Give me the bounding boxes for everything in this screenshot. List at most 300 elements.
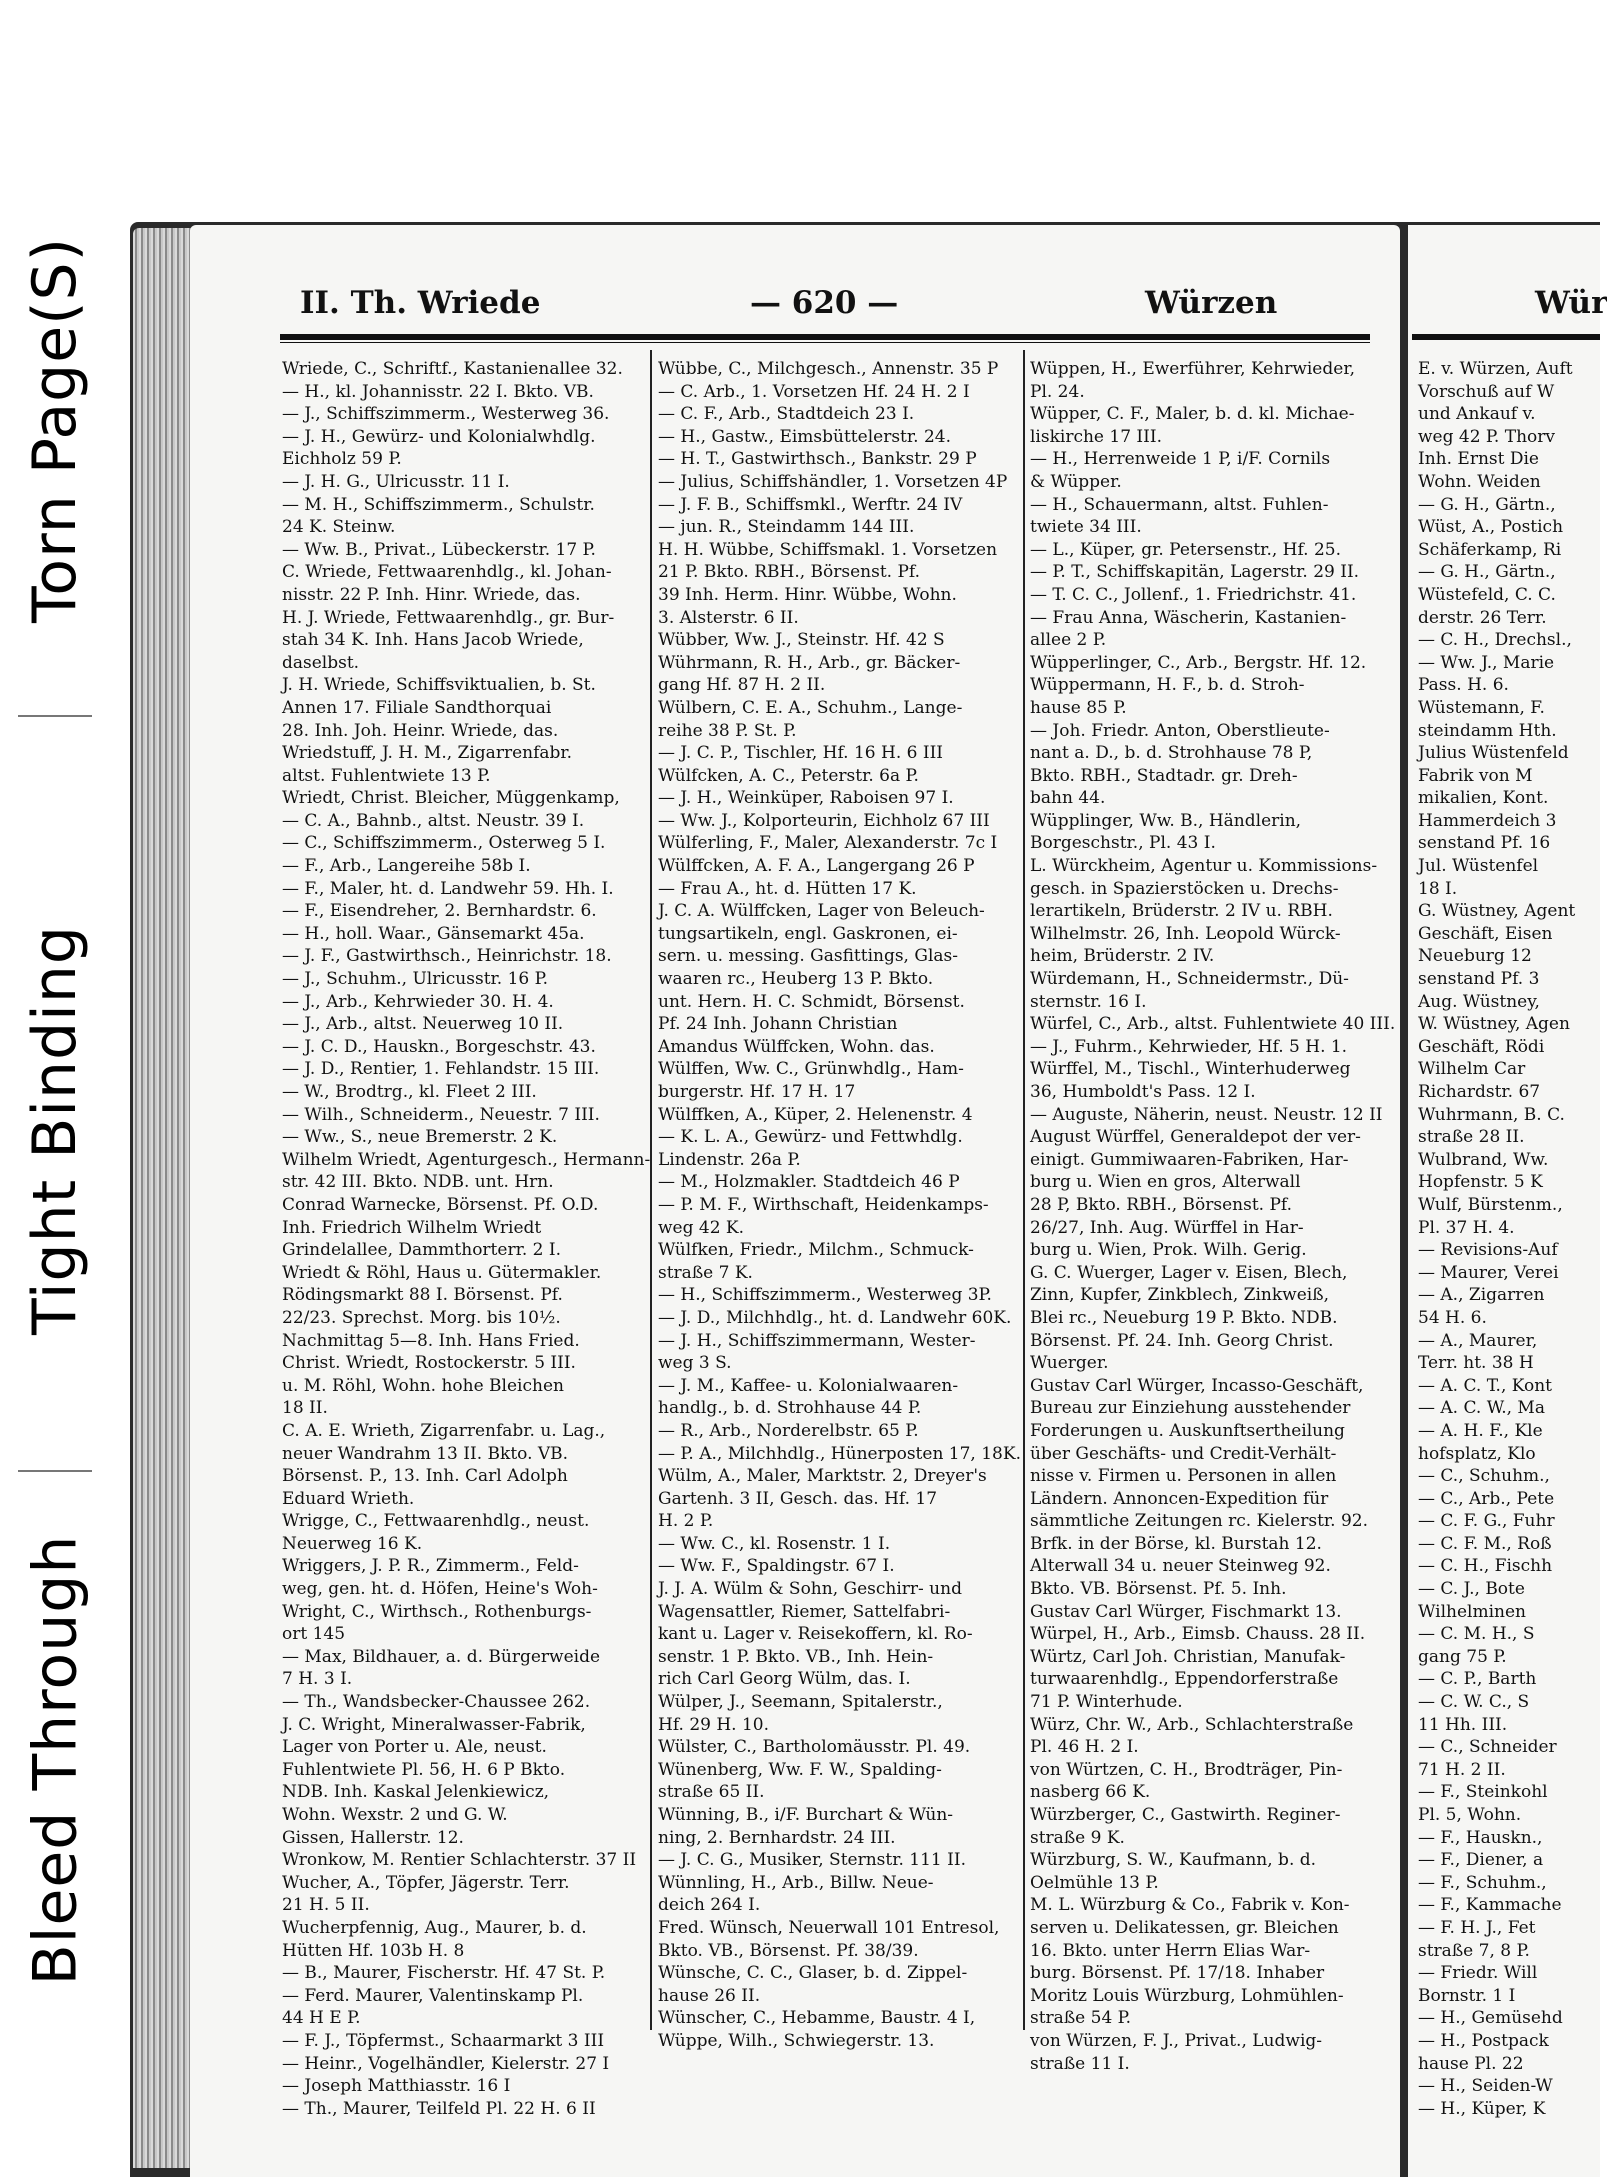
directory-line: Gartenh. 3 II, Gesch. das. Hf. 17 [658, 1488, 938, 1509]
running-head-left: II. Th. Wriede [300, 285, 541, 321]
directory-line: — F., Hauskn., [1418, 1827, 1543, 1848]
directory-line: — C. Arb., 1. Vorsetzen Hf. 24 H. 2 I [658, 381, 970, 402]
directory-line: — C. F. M., Roß [1418, 1533, 1552, 1554]
directory-line: — J. H., Weinküper, Raboisen 97 I. [658, 788, 954, 809]
directory-line: — H., Gastw., Eimsbüttelerstr. 24. [658, 426, 951, 447]
directory-line: — F. H. J., Fet [1418, 1917, 1536, 1938]
directory-line: — Joseph Matthiasstr. 16 I [282, 2076, 511, 2097]
directory-line: — G. H., Gärtn., [1418, 494, 1556, 515]
directory-line: Lager von Porter u. Ale, neust. [282, 1737, 547, 1758]
directory-line: hause 26 II. [658, 1985, 761, 2006]
directory-line: Wülffen, Ww. C., Grünwhdlg., Ham- [658, 1059, 964, 1080]
directory-line: Würdemann, H., Schneidermstr., Dü- [1030, 969, 1349, 990]
side-label-bleed-through [0, 1470, 110, 2050]
directory-line: Wilhelminen [1418, 1601, 1527, 1622]
directory-line: — M. H., Schiffszimmerm., Schulstr. [282, 494, 595, 515]
directory-column-1 [282, 358, 651, 2120]
directory-line: deich 264 I. [658, 1895, 761, 1916]
directory-line: Würffel, M., Tischl., Winterhuderweg [1030, 1059, 1351, 1080]
directory-line: Bkto. VB. Börsenst. Pf. 5. Inh. [1030, 1579, 1287, 1600]
directory-line: Wünenberg, Ww. F. W., Spalding- [658, 1759, 942, 1780]
directory-line: Wülfken, Friedr., Milchm., Schmuck- [658, 1240, 974, 1261]
directory-line: — J. F. B., Schiffsmkl., Werftr. 24 IV [658, 494, 963, 515]
directory-line: — F., Arb., Langereihe 58b I. [282, 856, 531, 877]
directory-line: — T. C. C., Jollenf., 1. Friedrichstr. 41. [1030, 584, 1357, 605]
directory-line: derstr. 26 Terr. [1418, 607, 1547, 628]
directory-line: — C., Schneider [1418, 1737, 1557, 1758]
directory-line: bahn 44. [1030, 788, 1106, 809]
directory-line: Wüppe, Wilh., Schwiegerstr. 13. [658, 2030, 935, 2051]
directory-line: — F., Eisendreher, 2. Bernhardstr. 6. [282, 901, 597, 922]
directory-line: Wulbrand, Ww. [1418, 1149, 1549, 1170]
directory-line: & Wüpper. [1030, 471, 1122, 492]
directory-line: — A. C. T., Kont [1418, 1375, 1553, 1396]
directory-line: Pl. 5, Wohn. [1418, 1805, 1522, 1825]
directory-line: C. A. E. Wrieth, Zigarrenfabr. u. Lag., [282, 1420, 606, 1441]
directory-line: — Ww., S., neue Bremerstr. 2 K. [282, 1127, 558, 1148]
directory-line: 39 Inh. Herm. Hinr. Wübbe, Wohn. [658, 584, 957, 605]
directory-line: — Friedr. Will [1418, 1963, 1538, 1984]
directory-line: — C. P., Barth [1418, 1669, 1537, 1690]
side-label-tight-binding-text: Tight Binding [20, 925, 91, 1335]
directory-line: Grindelallee, Dammthorterr. 2 I. [282, 1240, 561, 1261]
directory-line: — H., Schauermann, altst. Fuhlen- [1030, 494, 1329, 515]
directory-line: von Würzen, F. J., Privat., Ludwig- [1030, 2030, 1323, 2051]
directory-line: Rödingsmarkt 88 I. Börsenst. Pf. [282, 1285, 563, 1306]
directory-line: Pl. 37 H. 4. [1418, 1217, 1515, 1238]
directory-line: Wülfcken, A. C., Peterstr. 6a P. [658, 765, 919, 786]
directory-line: ort 145 [282, 1624, 346, 1645]
directory-line: straße 9 K. [1030, 1827, 1125, 1848]
directory-line: Borgeschstr., Pl. 43 I. [1030, 833, 1216, 854]
directory-line: Wucher, A., Töpfer, Jägerstr. Terr. [282, 1872, 570, 1893]
directory-line: burg u. Wien en gros, Alterwall [1030, 1172, 1301, 1193]
directory-line: — M., Holzmakler. Stadtdeich 46 P [658, 1172, 960, 1193]
directory-line: Wuerger. [1030, 1353, 1109, 1374]
directory-line: Wriedstuff, J. H. M., Zigarrenfabr. [282, 743, 573, 764]
directory-line: 71 H. 2 II. [1418, 1759, 1506, 1780]
directory-line: J. C. Wright, Mineralwasser-Fabrik, [282, 1714, 586, 1735]
directory-line: Vorschuß auf W [1418, 381, 1555, 402]
directory-line: straße 28 II. [1418, 1127, 1525, 1148]
directory-line: — F., Diener, a [1418, 1850, 1544, 1871]
directory-line: Würz, Chr. W., Arb., Schlachterstraße [1030, 1714, 1354, 1735]
directory-line: 71 P. Winterhude. [1030, 1692, 1183, 1713]
directory-line: 28 P, Bkto. RBH., Börsenst. Pf. [1030, 1194, 1293, 1215]
directory-line: — C. H., Drechsl., [1418, 630, 1572, 651]
directory-line: — Max, Bildhauer, a. d. Bürgerweide [282, 1646, 601, 1667]
directory-line: hause Pl. 22 [1418, 2053, 1524, 2074]
directory-column-2 [658, 358, 1021, 2053]
directory-line: straße 65 II. [658, 1782, 765, 1803]
side-divider [18, 715, 92, 717]
directory-line: steindamm Hth. [1418, 720, 1557, 741]
directory-line: daselbst. [282, 652, 360, 673]
directory-line: tungsartikeln, engl. Gaskronen, ei- [658, 923, 958, 944]
directory-line: Bkto. VB., Börsenst. Pf. 38/39. [658, 1940, 919, 1961]
directory-line: 21 P. Bkto. RBH., Börsenst. Pf. [658, 562, 921, 583]
directory-line: über Geschäfts- und Credit-Verhält- [1030, 1443, 1337, 1464]
directory-line: Jul. Wüstenfel [1418, 856, 1539, 877]
directory-line: — J. H. G., Ulricusstr. 11 I. [282, 471, 510, 492]
directory-line: Wagensattler, Riemer, Sattelfabri- [658, 1601, 951, 1622]
directory-line: — H., Postpack [1418, 2030, 1549, 2051]
directory-line: waaren rc., Heuberg 13 P. Bkto. [658, 969, 934, 990]
directory-line: Pass. H. 6. [1418, 675, 1509, 696]
directory-line: Würzberger, C., Gastwirth. Reginer- [1030, 1805, 1341, 1825]
directory-line: Zinn, Kupfer, Zinkblech, Zinkweiß, [1030, 1285, 1329, 1306]
directory-line: — R., Arb., Norderelbstr. 65 P. [658, 1420, 919, 1441]
directory-line: Börsenst. Pf. 24. Inh. Georg Christ. [1030, 1330, 1334, 1351]
directory-line: — jun. R., Steindamm 144 III. [658, 517, 915, 538]
directory-line: — J. H., Gewürz- und Kolonialwhdlg. [282, 426, 596, 447]
directory-line: L. Würckheim, Agentur u. Kommissions- [1030, 856, 1378, 877]
directory-line: — J. C. P., Tischler, Hf. 16 H. 6 III [658, 743, 944, 764]
directory-line: Wünning, B., i/F. Burchart & Wün- [658, 1805, 954, 1825]
directory-line: Wülster, C., Bartholomäusstr. Pl. 49. [658, 1737, 971, 1758]
directory-line: gang 75 P. [1418, 1646, 1507, 1667]
directory-line: — C. M. H., S [1418, 1624, 1535, 1645]
directory-line: C. Wriede, Fettwaarenhdlg., kl. Johan- [282, 562, 612, 583]
directory-line: Wülper, J., Seemann, Spitalerstr., [658, 1692, 943, 1713]
directory-line: 24 K. Steinw. [282, 517, 396, 538]
directory-line: — Heinr., Vogelhändler, Kielerstr. 27 I [282, 2053, 610, 2074]
directory-line: — J. D., Milchhdlg., ht. d. Landwehr 60K. [658, 1307, 1012, 1328]
directory-line: — P. M. F., Wirthschaft, Heidenkamps- [658, 1194, 989, 1215]
directory-line: Wülm, A., Maler, Marktstr. 2, Dreyer's [658, 1466, 987, 1487]
directory-line: Annen 17. Filiale Sandthorquai [282, 697, 552, 718]
directory-line: straße 7 K. [658, 1262, 753, 1283]
directory-line: 26/27, Inh. Aug. Würffel in Har- [1030, 1217, 1304, 1238]
directory-line: straße 7, 8 P. [1418, 1940, 1530, 1961]
directory-line: Amandus Wülffcken, Wohn. das. [658, 1036, 935, 1057]
directory-line: Blei rc., Neueburg 19 P. Bkto. NDB. [1030, 1307, 1338, 1328]
directory-line: Lindenstr. 26a P. [658, 1149, 801, 1170]
directory-line: weg 42 P. Thorv [1418, 426, 1555, 447]
directory-line: Fabrik von M [1418, 765, 1533, 786]
directory-line: — Th., Wandsbecker-Chaussee 262. [282, 1692, 591, 1713]
directory-line: — Th., Maurer, Teilfeld Pl. 22 H. 6 II [282, 2098, 596, 2119]
directory-line: Nachmittag 5—8. Inh. Hans Fried. [282, 1330, 580, 1351]
directory-line: — A., Maurer, [1418, 1330, 1538, 1351]
directory-line: Wüppermann, H. F., b. d. Stroh- [1030, 675, 1305, 696]
directory-line: Geschäft, Rödi [1418, 1036, 1545, 1057]
directory-line: senstr. 1 P. Bkto. VB., Inh. Hein- [658, 1646, 934, 1667]
directory-line: Wülffcken, A. F. A., Langergang 26 P [658, 856, 975, 877]
directory-line: E. v. Würzen, Auft [1418, 359, 1573, 379]
directory-line: W. Wüstney, Agen [1418, 1014, 1570, 1035]
directory-line: hause 85 P. [1030, 697, 1127, 718]
directory-line: — H., holl. Waar., Gänsemarkt 45a. [282, 923, 585, 944]
directory-line: Brfk. in der Börse, kl. Burstah 12. [1030, 1533, 1322, 1554]
directory-line: Christ. Wriedt, Rostockerstr. 5 III. [282, 1353, 576, 1374]
directory-line: M. L. Würzburg & Co., Fabrik v. Kon- [1030, 1895, 1350, 1916]
directory-line: gesch. in Spazierstöcken u. Drechs- [1030, 878, 1339, 899]
directory-line: turwaarenhdlg., Eppendorferstraße [1030, 1669, 1339, 1690]
directory-line: allee 2 P. [1030, 630, 1107, 651]
directory-line: G. Wüstney, Agent [1418, 901, 1576, 922]
directory-line: — C., Schuhm., [1418, 1466, 1550, 1487]
directory-line: — Wilh., Schneiderm., Neuestr. 7 III. [282, 1104, 600, 1125]
directory-line: — J. C. D., Hauskn., Borgeschstr. 43. [282, 1036, 596, 1057]
directory-line: — H., Seiden-W [1418, 2076, 1553, 2097]
directory-line: J. C. A. Wülffcken, Lager von Beleuch- [658, 901, 985, 922]
directory-line: Würzburg, S. W., Kaufmann, b. d. [1030, 1850, 1317, 1871]
directory-line: August Würffel, Generaldepot der ver- [1030, 1127, 1361, 1148]
directory-line: Eduard Wrieth. [282, 1488, 415, 1509]
directory-line: Wülbern, C. E. A., Schuhm., Lange- [658, 697, 963, 718]
directory-line: Neuerweg 16 K. [282, 1533, 423, 1554]
directory-line: — C., Schiffszimmerm., Osterweg 5 I. [282, 833, 606, 854]
directory-line: — C. A., Bahnb., altst. Neustr. 39 I. [282, 810, 585, 831]
directory-line: 44 H E P. [282, 2008, 361, 2029]
directory-line: Wübber, Ww. J., Steinstr. Hf. 42 S [658, 630, 945, 651]
directory-line: neuer Wandrahm 13 II. Bkto. VB. [282, 1443, 569, 1464]
page-edges [133, 228, 191, 2168]
directory-line: J. J. A. Wülm & Sohn, Geschirr- und [658, 1579, 962, 1600]
directory-line: 7 H. 3 I. [282, 1669, 353, 1690]
directory-line: — C., Arb., Pete [1418, 1488, 1555, 1509]
directory-line: — C. W. C., S [1418, 1692, 1530, 1713]
directory-line: liskirche 17 III. [1030, 426, 1162, 447]
directory-line: heim, Brüderstr. 2 IV. [1030, 946, 1215, 967]
side-label-tight-binding [0, 900, 110, 1360]
header-rule-thin [280, 342, 1370, 343]
directory-line: Wriedt & Röhl, Haus u. Gütermakler. [282, 1262, 602, 1283]
directory-line: weg, gen. ht. d. Höfen, Heine's Woh- [282, 1579, 598, 1600]
directory-line: — Ferd. Maurer, Valentinskamp Pl. [282, 1985, 584, 2006]
directory-line: — Frau A., ht. d. Hütten 17 K. [658, 878, 917, 899]
directory-line: Conrad Warnecke, Börsenst. Pf. O.D. [282, 1194, 599, 1215]
directory-line: Inh. Ernst Die [1418, 449, 1539, 470]
directory-line: 22/23. Sprechst. Morg. bis 10½. [282, 1307, 561, 1328]
directory-line: — L., Küper, gr. Petersenstr., Hf. 25. [1030, 539, 1342, 560]
directory-line: Wüpper, C. F., Maler, b. d. kl. Michae- [1030, 404, 1355, 425]
directory-line: Wünnling, H., Arb., Billw. Neue- [658, 1872, 934, 1893]
directory-line: Wüpperlinger, C., Arb., Bergstr. Hf. 12. [1030, 652, 1367, 673]
side-label-bleed-through-text: Bleed Through [20, 1534, 91, 1986]
directory-column-3 [1030, 358, 1396, 2075]
directory-line: 36, Humboldt's Pass. 12 I. [1030, 1082, 1256, 1102]
directory-line: Wülferling, F., Maler, Alexanderstr. 7c I [658, 833, 998, 854]
directory-line: Inh. Friedrich Wilhelm Wriedt [282, 1217, 542, 1238]
directory-line: Bornstr. 1 I [1418, 1985, 1516, 2006]
directory-line: Wohn. Wexstr. 2 und G. W. [282, 1805, 508, 1825]
directory-line: — J., Schiffszimmerm., Westerweg 36. [282, 404, 610, 425]
directory-line: — H., Herrenweide 1 P, i/F. Cornils [1030, 449, 1331, 470]
directory-line: burg u. Wien, Prok. Wilh. Gerig. [1030, 1240, 1307, 1261]
directory-line: — B., Maurer, Fischerstr. Hf. 47 St. P. [282, 1963, 606, 1984]
directory-line: mikalien, Kont. [1418, 788, 1549, 809]
directory-line: — J. H., Schiffszimmermann, Wester- [658, 1330, 976, 1351]
directory-line: Neueburg 12 [1418, 946, 1532, 967]
directory-line: — Frau Anna, Wäscherin, Kastanien- [1030, 607, 1347, 628]
directory-line: Wohn. Weiden [1418, 471, 1541, 492]
directory-line: — C. F., Arb., Stadtdeich 23 I. [658, 404, 915, 425]
directory-line: Moritz Louis Würzburg, Lohmühlen- [1030, 1985, 1344, 2006]
directory-line: Wright, C., Wirthsch., Rothenburgs- [282, 1601, 592, 1622]
directory-line: Fred. Wünsch, Neuerwall 101 Entresol, [658, 1917, 1000, 1938]
directory-line: senstand Pf. 3 [1418, 969, 1540, 990]
directory-line: — Julius, Schiffshändler, 1. Vorsetzen 4P [658, 471, 1008, 492]
directory-line: u. M. Röhl, Wohn. hohe Bleichen [282, 1375, 564, 1396]
directory-line: — F., Maler, ht. d. Landwehr 59. Hh. I. [282, 878, 614, 899]
directory-line: Wüstefeld, C. C. [1418, 584, 1556, 605]
next-page-column [1418, 358, 1603, 2120]
directory-line: Wünscher, C., Hebamme, Baustr. 4 I, [658, 2008, 976, 2029]
directory-line: Wilhelmstr. 26, Inh. Leopold Würck- [1030, 923, 1341, 944]
directory-line: 3. Alsterstr. 6 II. [658, 607, 799, 628]
directory-line: sternstr. 16 I. [1030, 991, 1147, 1012]
running-head-right: Würzen [1145, 285, 1278, 321]
directory-line: Wüppen, H., Ewerführer, Kehrwieder, [1030, 359, 1355, 379]
directory-line: lerartikeln, Brüderstr. 2 IV u. RBH. [1030, 901, 1333, 922]
column-divider [650, 350, 652, 2030]
directory-line: burg. Börsenst. Pf. 17/18. Inhaber [1030, 1963, 1325, 1984]
directory-line: — F., Schuhm., [1418, 1872, 1547, 1893]
directory-line: serven u. Delikatessen, gr. Bleichen [1030, 1917, 1339, 1938]
directory-line: — Ww. J., Marie [1418, 652, 1555, 673]
directory-line: nasberg 66 K. [1030, 1782, 1151, 1803]
directory-line: — J., Schuhm., Ulricusstr. 16 P. [282, 969, 549, 990]
directory-line: Wünsche, C. C., Glaser, b. d. Zippel- [658, 1963, 968, 1984]
directory-line: — J., Arb., Kehrwieder 30. H. 4. [282, 991, 554, 1012]
directory-line: Hütten Hf. 103b H. 8 [282, 1940, 465, 1961]
directory-line: — P. T., Schiffskapitän, Lagerstr. 29 II. [1030, 562, 1360, 583]
directory-line: nant a. D., b. d. Strohhause 78 P, [1030, 743, 1313, 764]
directory-line: Wulf, Bürstenm., [1418, 1194, 1563, 1215]
directory-line: twiete 34 III. [1030, 517, 1142, 538]
directory-line: — F., Kammache [1418, 1895, 1562, 1916]
directory-line: Fuhlentwiete Pl. 56, H. 6 P Bkto. [282, 1759, 566, 1780]
directory-line: burgerstr. Hf. 17 H. 17 [658, 1082, 856, 1102]
directory-line: straße 54 P. [1030, 2008, 1132, 2029]
directory-line: Hf. 29 H. 10. [658, 1714, 770, 1735]
directory-line: Wülffken, A., Küper, 2. Helenenstr. 4 [658, 1104, 973, 1125]
directory-line: Wrigge, C., Fettwaarenhdlg., neust. [282, 1511, 590, 1532]
directory-line: nisse v. Firmen u. Personen in allen [1030, 1466, 1337, 1487]
directory-line: nisstr. 22 P. Inh. Hinr. Wriede, das. [282, 584, 581, 605]
directory-line: sämmtliche Zeitungen rc. Kielerstr. 92. [1030, 1511, 1369, 1532]
directory-line: Pl. 46 H. 2 I. [1030, 1737, 1139, 1758]
directory-line: — H., Gemüsehd [1418, 2008, 1563, 2029]
directory-line: — A. H. F., Kle [1418, 1420, 1543, 1441]
directory-line: — H., kl. Johannisstr. 22 I. Bkto. VB. [282, 381, 594, 402]
side-label-torn-page [0, 150, 110, 710]
directory-line: Wriedt, Christ. Bleicher, Müggenkamp, [282, 788, 620, 809]
directory-line: — H. T., Gastwirthsch., Bankstr. 29 P [658, 449, 977, 470]
directory-line: Forderungen u. Auskunftsertheilung [1030, 1420, 1345, 1441]
directory-line: handlg., b. d. Strohhause 44 P. [658, 1398, 922, 1419]
directory-line: Alterwall 34 u. neuer Steinweg 92. [1030, 1556, 1331, 1577]
directory-line: — Ww. B., Privat., Lübeckerstr. 17 P. [282, 539, 596, 560]
directory-line: Wriede, C., Schriftf., Kastanienallee 32. [282, 359, 623, 379]
directory-line: weg 3 S. [658, 1353, 732, 1374]
directory-line: 11 Hh. III. [1418, 1714, 1508, 1735]
directory-line: — C. H., Fischh [1418, 1556, 1553, 1577]
directory-line: stah 34 K. Inh. Hans Jacob Wriede, [282, 630, 584, 651]
directory-line: Wronkow, M. Rentier Schlachterstr. 37 II [282, 1850, 637, 1871]
directory-line: altst. Fuhlentwiete 13 P. [282, 765, 491, 786]
directory-line: Gissen, Hallerstr. 12. [282, 1827, 464, 1848]
directory-line: — J. D., Rentier, 1. Fehlandstr. 15 III. [282, 1059, 600, 1080]
directory-line: von Würtzen, C. H., Brodträger, Pin- [1030, 1759, 1343, 1780]
directory-line: — A. C. W., Ma [1418, 1398, 1545, 1419]
directory-line: Wucherpfennig, Aug., Maurer, b. d. [282, 1917, 587, 1938]
directory-line: Wührmann, R. H., Arb., gr. Bäcker- [658, 652, 961, 673]
directory-line: H. J. Wriede, Fettwaarenhdlg., gr. Bur- [282, 607, 615, 628]
directory-line: straße 11 I. [1030, 2053, 1130, 2074]
directory-line: H. H. Wübbe, Schiffsmakl. 1. Vorsetzen [658, 539, 998, 560]
directory-line: Aug. Wüstney, [1418, 991, 1540, 1012]
directory-line: — J., Arb., altst. Neuerweg 10 II. [282, 1014, 564, 1035]
side-label-torn-page-text: Torn Page(S) [20, 236, 91, 624]
directory-line: gang Hf. 87 H. 2 II. [658, 675, 826, 696]
directory-line: Pf. 24 Inh. Johann Christian [658, 1014, 898, 1035]
directory-line: — C. J., Bote [1418, 1579, 1525, 1600]
directory-line: str. 42 III. Bkto. NDB. unt. Hrn. [282, 1172, 554, 1193]
directory-line: Wilhelm Car [1418, 1059, 1526, 1080]
directory-line: Wübbe, C., Milchgesch., Annenstr. 35 P [658, 359, 999, 379]
directory-line: unt. Hern. H. C. Schmidt, Börsenst. [658, 991, 965, 1012]
directory-line: — J. C. G., Musiker, Sternstr. 111 II. [658, 1850, 966, 1871]
directory-line: J. H. Wriede, Schiffsviktualien, b. St. [282, 675, 596, 696]
directory-line: — K. L. A., Gewürz- und Fettwhdlg. [658, 1127, 963, 1148]
directory-line: Gustav Carl Würger, Incasso-Geschäft, [1030, 1375, 1364, 1396]
next-page-header: Wür [1535, 285, 1607, 321]
directory-line: 16. Bkto. unter Herrn Elias War- [1030, 1940, 1311, 1961]
directory-line: Richardstr. 67 [1418, 1082, 1541, 1102]
directory-line: — J., Fuhrm., Kehrwieder, Hf. 5 H. 1. [1030, 1036, 1348, 1057]
directory-line: — Auguste, Näherin, neust. Neustr. 12 II [1030, 1104, 1383, 1125]
directory-line: — F., Steinkohl [1418, 1782, 1548, 1803]
directory-line: und Ankauf v. [1418, 404, 1536, 425]
directory-line: — W., Brodtrg., kl. Fleet 2 III. [282, 1082, 537, 1102]
directory-line: — Revisions-Auf [1418, 1240, 1558, 1261]
directory-line: 21 H. 5 II. [282, 1895, 370, 1916]
directory-line: — Ww. J., Kolporteurin, Eichholz 67 III [658, 810, 990, 831]
directory-line: ning, 2. Bernhardstr. 24 III. [658, 1827, 896, 1848]
directory-line: Börsenst. P., 13. Inh. Carl Adolph [282, 1466, 568, 1487]
directory-line: Terr. ht. 38 H [1418, 1353, 1534, 1374]
directory-line: Hammerdeich 3 [1418, 810, 1557, 831]
directory-line: 54 H. 6. [1418, 1307, 1487, 1328]
directory-line: Wüstemann, F. [1418, 697, 1545, 718]
directory-line: einigt. Gummiwaaren-Fabriken, Har- [1030, 1149, 1349, 1170]
directory-line: — C. F. G., Fuhr [1418, 1511, 1555, 1532]
directory-line: — H., Schiffszimmerm., Westerweg 3P. [658, 1285, 992, 1306]
directory-line: Pl. 24. [1030, 381, 1085, 402]
directory-line: Wuhrmann, B. C. [1418, 1104, 1565, 1125]
directory-line: Bureau zur Einziehung ausstehender [1030, 1398, 1351, 1419]
directory-line: — F. J., Töpfermst., Schaarmarkt 3 III [282, 2030, 605, 2051]
directory-line: Wüst, A., Postich [1418, 517, 1564, 538]
directory-line: Oelmühle 13 P. [1030, 1872, 1159, 1893]
directory-line: Ländern. Annoncen-Expedition für [1030, 1488, 1329, 1509]
page-number: — 620 — [750, 285, 899, 321]
directory-line: Wriggers, J. P. R., Zimmerm., Feld- [282, 1556, 579, 1577]
directory-line: kant u. Lager v. Reisekoffern, kl. Ro- [658, 1624, 973, 1645]
directory-line: Würfel, C., Arb., altst. Fuhlentwiete 40 III. [1030, 1014, 1396, 1035]
directory-line: NDB. Inh. Kaskal Jelenkiewicz, [282, 1782, 550, 1803]
directory-line: Bkto. RBH., Stadtadr. gr. Dreh- [1030, 765, 1298, 786]
header-rule [280, 334, 1370, 340]
directory-line: Würtz, Carl Joh. Christian, Manufak- [1030, 1646, 1346, 1667]
directory-line: Eichholz 59 P. [282, 449, 402, 470]
directory-line: 28. Inh. Joh. Heinr. Wriede, das. [282, 720, 559, 741]
directory-line: — Ww. C., kl. Rosenstr. 1 I. [658, 1533, 891, 1554]
directory-line: Hopfenstr. 5 K [1418, 1172, 1543, 1193]
